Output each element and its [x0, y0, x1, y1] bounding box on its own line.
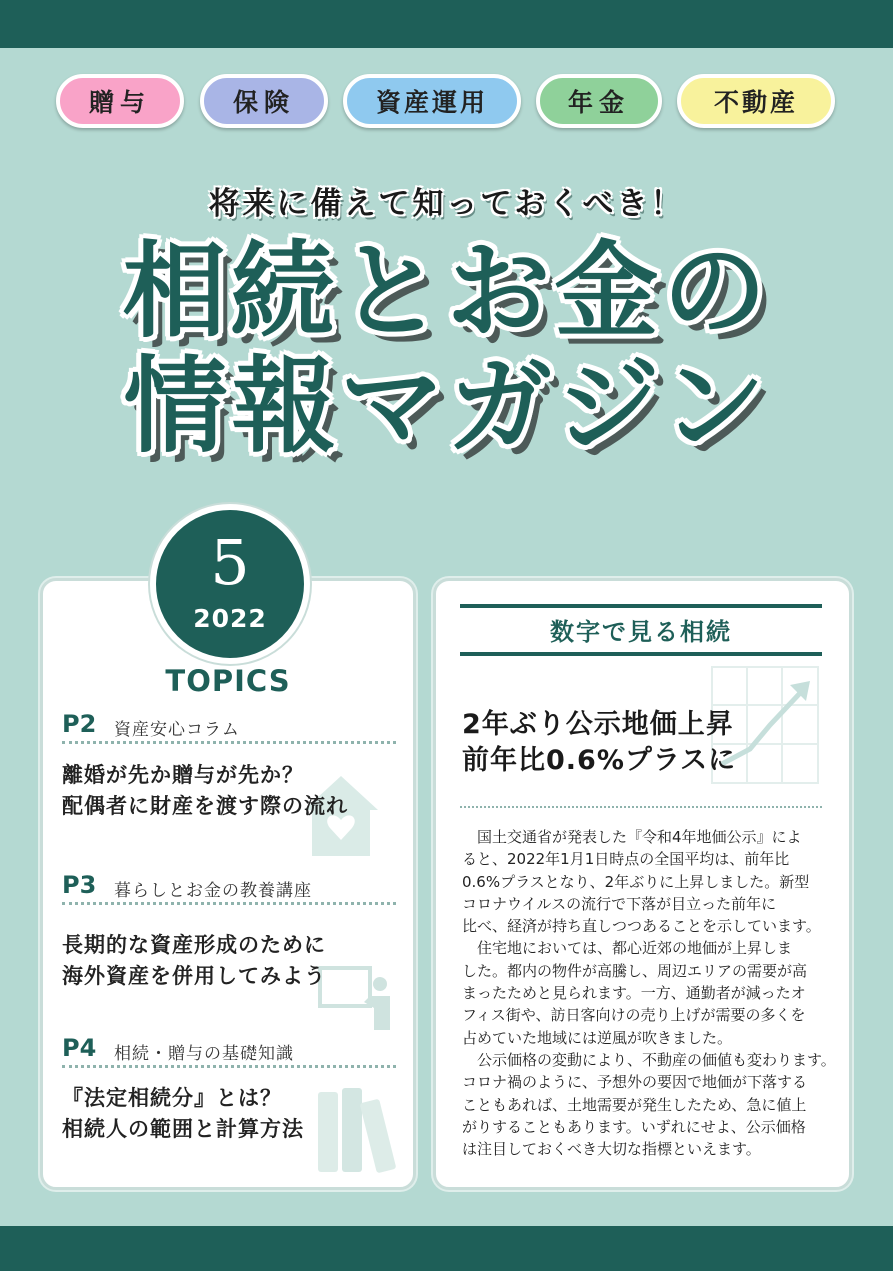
category-tag-asset-management: 資産運用 — [343, 74, 521, 128]
category-tag-pension: 年金 — [536, 74, 662, 128]
issue-badge — [150, 504, 310, 664]
feature-heading: 数字で見る相続 — [550, 618, 732, 646]
body-line: フィス街や、訪日客向けの売り上げが需要の多くを — [462, 1006, 806, 1025]
body-line: 公示価格の変動により、不動産の価値も変わります。 — [462, 1050, 836, 1069]
feature-heading-rule-top — [460, 604, 822, 608]
title-line-1: 相続とお金の — [122, 230, 771, 352]
body-line: こともあれば、土地需要が発生したため、急に値上 — [462, 1095, 807, 1114]
topic-headline-line2: 配偶者に財産を渡す際の流れ — [62, 794, 348, 818]
topic-section-title: 資産安心コラム — [114, 720, 240, 740]
topic-section-title: 暮らしとお金の教養講座 — [114, 881, 312, 901]
topic-page-number: P3 — [62, 871, 97, 899]
topic-header-p2 — [62, 712, 396, 744]
category-tag-real-estate: 不動産 — [677, 74, 835, 128]
feature-heading-rule-bottom — [460, 652, 822, 656]
feature-divider — [460, 806, 822, 808]
topic-page-number: P4 — [62, 1034, 97, 1062]
body-line: 占めていた地域には逆風が吹きました。 — [462, 1028, 733, 1047]
body-line: 比べ、経済が持ち直しつつあることを示しています。 — [462, 917, 821, 936]
issue-number: 5 — [210, 526, 250, 599]
issue-year: 2022 — [193, 604, 267, 633]
body-line: は注目しておくべき大切な指標といえます。 — [462, 1140, 761, 1159]
body-line: 国土交通省が発表した『令和4年地価公示』によ — [462, 828, 802, 846]
topic-headline-line2: 相続人の範囲と計算方法 — [62, 1117, 304, 1141]
body-line: コロナウイルスの流行で下落が目立った前年に — [462, 894, 777, 913]
body-line: した。都内の物件が高騰し、周辺エリアの需要が高 — [462, 961, 808, 980]
body-line: がりすることもあります。いずれにせよ、公示価格 — [462, 1117, 806, 1136]
topics-heading: TOPICS — [165, 664, 291, 698]
topic-page-number: P2 — [62, 710, 97, 738]
body-line: 0.6%プラスとなり、2年ぶりに上昇しました。新型 — [462, 872, 810, 891]
category-tags — [56, 74, 846, 130]
top-band — [0, 0, 893, 48]
body-line: ると、2022年1月1日時点の全国平均は、前年比 — [462, 850, 790, 869]
topic-section-title: 相続・贈与の基礎知識 — [114, 1044, 294, 1064]
topic-headline-line2: 海外資産を併用してみよう — [62, 964, 326, 988]
category-tag-insurance: 保険 — [200, 74, 328, 128]
body-line: まったためと見られます。一方、通勤者が減ったオ — [462, 984, 806, 1003]
topic-headline-line1: 離婚が先か贈与が先か？ — [62, 763, 304, 787]
feature-headline-line2: 前年比0.6%プラスに — [462, 745, 737, 776]
topic-headline-line1: 長期的な資産形成のために — [62, 933, 326, 957]
body-line: コロナ禍のように、予想外の要因で地価が下落する — [462, 1073, 808, 1092]
body-line: 住宅地においては、都心近郊の地価が上昇しま — [462, 939, 793, 958]
feature-headline-line1: 2年ぶり公示地価上昇 — [462, 709, 734, 740]
title-line-2: 情報マガジン — [123, 345, 770, 467]
topic-headline-line1: 『法定相続分』とは？ — [62, 1086, 282, 1110]
subtitle: 将来に備えて知っておくべき！ — [208, 186, 685, 222]
category-tag-gift: 贈与 — [56, 74, 184, 128]
topic-header-p4 — [62, 1036, 396, 1068]
bottom-band — [0, 1226, 893, 1271]
feature-body — [462, 826, 836, 1160]
topic-header-p3 — [62, 873, 396, 905]
